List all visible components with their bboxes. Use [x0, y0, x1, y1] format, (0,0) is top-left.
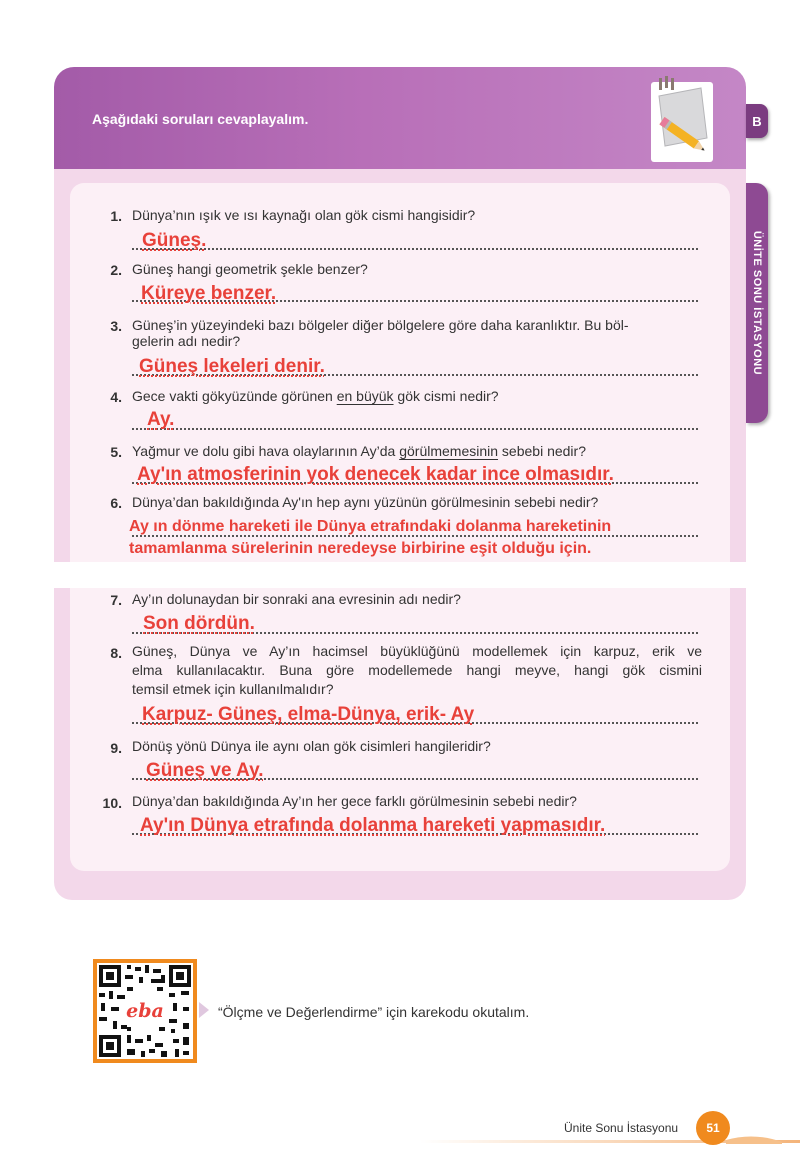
question-number: 4. [110, 389, 122, 405]
emphasized-text: en büyük [336, 388, 394, 404]
answer-text: Karpuz- Güneş, elma-Dünya, erik- Ay [142, 704, 475, 725]
answer-text: Küreye benzer. [141, 283, 277, 304]
answer-line [132, 428, 698, 430]
answer-text: Ay ın dönme hareketi ile Dünya etrafındaki dolanma hareketinin [129, 518, 612, 535]
answer-line [132, 248, 698, 250]
question-text: Dünya’dan bakıldığında Ay'ın hep aynı yüzünün görülmesinin sebebi nedir? [132, 494, 599, 510]
question-text: temsil etmek için kullanılmalıdır? [132, 681, 334, 697]
answer-text: Ay'ın atmosferinin yok denecek kadar ince olmasıdır. [137, 464, 614, 485]
question-text: Güneş, Dünya ve Ay’ın hacimsel büyüklüğünü modellemek için karpuz, erik ve [132, 643, 702, 659]
question-number: 2. [110, 262, 122, 278]
question-text: Dünya’dan bakıldığında Ay’ın her gece farklı görülmesinin sebebi nedir? [132, 793, 577, 809]
page-number: 51 [696, 1111, 730, 1145]
qr-code[interactable] [93, 959, 197, 1063]
question-text: Güneş hangi geometrik şekle benzer? [132, 261, 368, 277]
unit-side-tab [746, 183, 768, 423]
question-number: 5. [110, 444, 122, 460]
qr-instruction: “Ölçme ve Değerlendirme” için karekodu okutalım. [218, 1004, 530, 1020]
answer-text: Ay'ın Dünya etrafında dolanma hareketi yapmasıdır. [140, 815, 606, 836]
eba-logo: eba [126, 1000, 164, 1022]
question-text: Güneş’in yüzeyindeki bazı bölgeler diğer bölgelere göre daha karanlıktır. Bu böl- [132, 317, 629, 333]
answer-text: Ay. [147, 409, 175, 430]
emphasized-text: görülmemesinin [399, 443, 499, 459]
notepad-pencil-icon [651, 76, 713, 162]
footer-label: Ünite Sonu İstasyonu [564, 1121, 679, 1135]
answer-text: Güneş lekeleri denir. [139, 356, 325, 377]
question-text: Dönüş yönü Dünya ile aynı olan gök cisimleri hangileridir? [132, 738, 491, 754]
answer-text: Son dördün. [143, 613, 255, 634]
question-number: 8. [110, 645, 122, 661]
divider-strip [54, 562, 800, 588]
question-text: Ay’ın dolunaydan bir sonraki ana evresinin adı nedir? [132, 591, 461, 607]
answer-text: tamamlanma sürelerinin neredeyse birbirine eşit olduğu için. [129, 540, 592, 557]
question-number: 9. [110, 740, 122, 756]
answer-text: Güneş. [142, 230, 207, 251]
crescent-moon-icon [726, 1098, 782, 1144]
side-tab-label: ÜNİTE SONU İSTASYONU [751, 230, 763, 376]
question-number: 3. [110, 318, 122, 334]
question-text: Yağmur ve dolu gibi hava olaylarının Ay’da görülmemesinin sebebi nedir? [132, 443, 586, 459]
question-number: 7. [110, 592, 122, 608]
question-text: Dünya’nın ışık ve ısı kaynağı olan gök cismi hangisidir? [132, 207, 476, 223]
question-number: 6. [110, 495, 122, 511]
question-text: Gece vakti gökyüzünde görünen en büyük gök cismi nedir? [132, 388, 499, 404]
question-text: gelerin adı nedir? [132, 333, 241, 349]
question-number: 1. [110, 208, 122, 224]
section-title: Aşağıdaki soruları cevaplayalım. [92, 111, 309, 127]
question-number: 10. [102, 795, 122, 811]
question-text: elma kullanılacaktır. Buna göre modellemede hangi meyve, hangi gök cismini [132, 662, 702, 678]
section-badge: B [746, 104, 768, 138]
pointer-arrow-icon [199, 1002, 209, 1018]
answer-text: Güneş ve Ay. [146, 760, 264, 781]
